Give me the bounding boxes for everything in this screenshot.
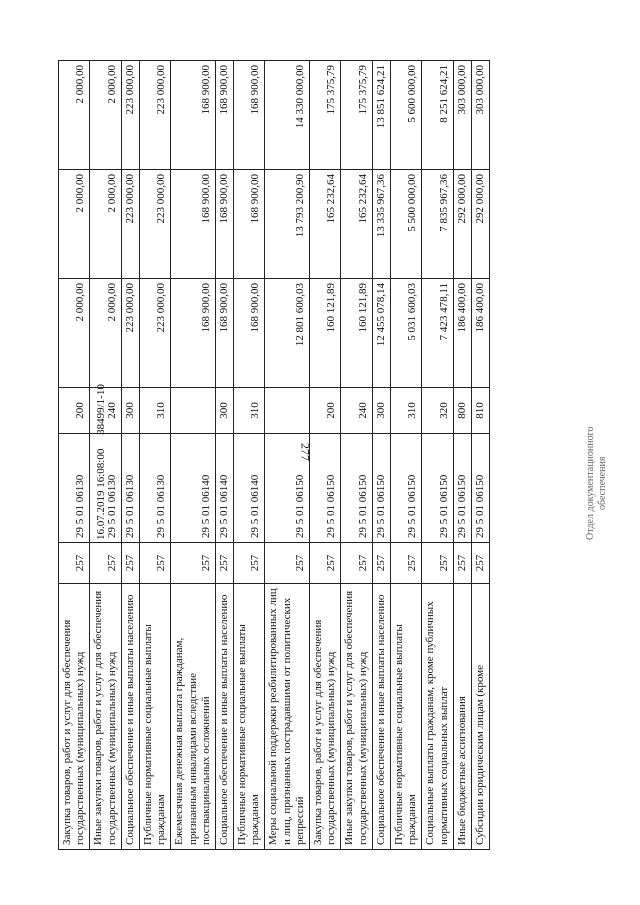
- cell-desc: Публичные нормативные социальные выплаты гражданам: [139, 583, 170, 849]
- table-row: [171, 61, 216, 850]
- cell-csr: 29 5 01 06150: [341, 434, 372, 543]
- table-row: [471, 61, 489, 850]
- cell-ved: 257: [59, 543, 90, 584]
- table-row: [215, 61, 233, 850]
- cell-ved: 257: [90, 543, 121, 584]
- footer-doc-id: 38499/1-10: [95, 384, 107, 435]
- cell-v2: 292 000,00: [453, 170, 471, 279]
- cell-ved: 257: [310, 543, 341, 584]
- table-row: [310, 61, 341, 850]
- cell-v2: 168 900,00: [234, 170, 265, 279]
- cell-csr: 29 5 01 06140: [234, 434, 265, 543]
- cell-v3: 2 000,00: [90, 61, 121, 170]
- cell-v3: 303 000,00: [471, 61, 489, 170]
- cell-vr: 200: [310, 387, 341, 433]
- cell-v3: 168 900,00: [171, 61, 216, 170]
- cell-desc: Закупка товаров, работ и услуг для обеспечения государственных (муниципальных) нужд: [310, 583, 341, 849]
- cell-desc: Ежемесячная денежная выплата гражданам, признанным инвалидами вследствие поствакцинальных осложнений: [171, 583, 216, 849]
- budget-table: [58, 60, 490, 850]
- table-row: [265, 61, 310, 850]
- cell-vr: 310: [390, 387, 421, 433]
- cell-v1: 168 900,00: [234, 278, 265, 387]
- table-row: [453, 61, 471, 850]
- cell-v2: 2 000,00: [90, 170, 121, 279]
- table-row: [422, 61, 453, 850]
- cell-desc: Иные бюджетные ассигнования: [453, 583, 471, 849]
- cell-vr: 240: [341, 387, 372, 433]
- cell-csr: 29 5 01 06150: [310, 434, 341, 543]
- table-row: [234, 61, 265, 850]
- cell-v3: 175 375,79: [310, 61, 341, 170]
- cell-v2: 168 900,00: [215, 170, 233, 279]
- cell-v3: 5 600 000,00: [390, 61, 421, 170]
- cell-v2: 165 232,64: [341, 170, 372, 279]
- cell-v1: 12 455 078,14: [372, 278, 390, 387]
- cell-ved: 257: [121, 543, 139, 584]
- cell-csr: 29 5 01 06140: [215, 434, 233, 543]
- cell-v1: 2 000,00: [59, 278, 90, 387]
- cell-v1: 160 121,89: [310, 278, 341, 387]
- cell-ved: 257: [265, 543, 310, 584]
- cell-vr: 800: [453, 387, 471, 433]
- table-row: [139, 61, 170, 850]
- cell-ved: 257: [372, 543, 390, 584]
- cell-desc: Социальное обеспечение и иные выплаты населению: [215, 583, 233, 849]
- page-number: 277: [298, 443, 313, 461]
- cell-vr: 320: [422, 387, 453, 433]
- cell-v2: 165 232,64: [310, 170, 341, 279]
- cell-v3: 13 851 624,21: [372, 61, 390, 170]
- cell-csr: 29 5 01 06130: [139, 434, 170, 543]
- budget-table-container: [58, 60, 578, 850]
- cell-desc: Социальные выплаты гражданам, кроме публичных нормативных социальных выплат: [422, 583, 453, 849]
- cell-vr: 200: [59, 387, 90, 433]
- cell-v3: 168 900,00: [234, 61, 265, 170]
- cell-csr: 29 5 01 06130: [59, 434, 90, 543]
- cell-v1: 168 900,00: [215, 278, 233, 387]
- cell-ved: 257: [390, 543, 421, 584]
- cell-v2: 7 835 967,36: [422, 170, 453, 279]
- cell-v3: 175 375,79: [341, 61, 372, 170]
- stamp-line-1: Отдел документационного: [585, 426, 596, 540]
- cell-v2: 292 000,00: [471, 170, 489, 279]
- cell-desc: Субсидии юридическим лицам (кроме: [471, 583, 489, 849]
- cell-vr: 240: [90, 387, 121, 433]
- cell-csr: 29 5 01 06130: [121, 434, 139, 543]
- cell-ved: 257: [453, 543, 471, 584]
- cell-v2: 5 500 000,00: [390, 170, 421, 279]
- cell-desc: Иные закупки товаров, работ и услуг для обеспечения государственных (муниципальных) нужд: [90, 583, 121, 849]
- cell-v1: 5 031 600,03: [390, 278, 421, 387]
- cell-v1: 223 000,00: [121, 278, 139, 387]
- cell-v3: 223 000,00: [139, 61, 170, 170]
- cell-vr: 300: [372, 387, 390, 433]
- table-row: [341, 61, 372, 850]
- table-row: [59, 61, 90, 850]
- cell-desc: Иные закупки товаров, работ и услуг для обеспечения государственных (муниципальных) нужд: [341, 583, 372, 849]
- cell-v1: 7 423 478,11: [422, 278, 453, 387]
- cell-v2: 168 900,00: [171, 170, 216, 279]
- table-row: [390, 61, 421, 850]
- cell-csr: 29 5 01 06150: [471, 434, 489, 543]
- department-stamp: [585, 427, 609, 540]
- cell-csr: 29 5 01 06150: [422, 434, 453, 543]
- cell-vr: 300: [121, 387, 139, 433]
- footer-date: 16.07.2019 16:08:00: [95, 448, 107, 540]
- cell-desc: Меры социальной поддержки реабилитированных лиц и лиц, признанных пострадавшими от политических репрессий: [265, 583, 310, 849]
- cell-csr: 29 5 01 06130: [90, 434, 121, 543]
- cell-csr: 29 5 01 06150: [265, 434, 310, 543]
- cell-v3: 2 000,00: [59, 61, 90, 170]
- cell-desc: Закупка товаров, работ и услуг для обеспечения государственных (муниципальных) нужд: [59, 583, 90, 849]
- cell-ved: 257: [422, 543, 453, 584]
- cell-ved: 257: [341, 543, 372, 584]
- cell-csr: 29 5 01 06150: [372, 434, 390, 543]
- cell-desc: Публичные нормативные социальные выплаты гражданам: [390, 583, 421, 849]
- cell-v3: 303 000,00: [453, 61, 471, 170]
- cell-vr: [265, 387, 310, 433]
- table-row: [372, 61, 390, 850]
- cell-v1: 223 000,00: [139, 278, 170, 387]
- cell-vr: [171, 387, 216, 433]
- cell-ved: 257: [171, 543, 216, 584]
- cell-vr: 310: [139, 387, 170, 433]
- cell-v1: 2 000,00: [90, 278, 121, 387]
- cell-csr: 29 5 01 06150: [390, 434, 421, 543]
- cell-v3: 8 251 624,21: [422, 61, 453, 170]
- cell-v2: 13 793 200,90: [265, 170, 310, 279]
- cell-v1: 168 900,00: [171, 278, 216, 387]
- cell-vr: 300: [215, 387, 233, 433]
- cell-vr: 310: [234, 387, 265, 433]
- cell-v1: 186 400,00: [453, 278, 471, 387]
- cell-ved: 257: [471, 543, 489, 584]
- cell-csr: 29 5 01 06150: [453, 434, 471, 543]
- stamp-line-2: обеспечения: [597, 456, 608, 510]
- budget-table-body: [59, 61, 490, 850]
- cell-v3: 223 000,00: [121, 61, 139, 170]
- table-row: [121, 61, 139, 850]
- cell-v2: 223 000,00: [121, 170, 139, 279]
- cell-desc: Социальное обеспечение и иные выплаты населению: [121, 583, 139, 849]
- cell-v2: 223 000,00: [139, 170, 170, 279]
- cell-desc: Социальное обеспечение и иные выплаты населению: [372, 583, 390, 849]
- cell-vr: 810: [471, 387, 489, 433]
- footer-timestamp: [95, 384, 107, 540]
- cell-ved: 257: [139, 543, 170, 584]
- cell-v3: 168 900,00: [215, 61, 233, 170]
- cell-v2: 13 335 967,36: [372, 170, 390, 279]
- cell-v2: 2 000,00: [59, 170, 90, 279]
- cell-ved: 257: [234, 543, 265, 584]
- cell-desc: Публичные нормативные социальные выплаты гражданам: [234, 583, 265, 849]
- cell-v3: 14 330 000,00: [265, 61, 310, 170]
- cell-v1: 160 121,89: [341, 278, 372, 387]
- cell-v1: 186 400,00: [471, 278, 489, 387]
- cell-v1: 12 801 600,03: [265, 278, 310, 387]
- cell-ved: 257: [215, 543, 233, 584]
- cell-csr: 29 5 01 06140: [171, 434, 216, 543]
